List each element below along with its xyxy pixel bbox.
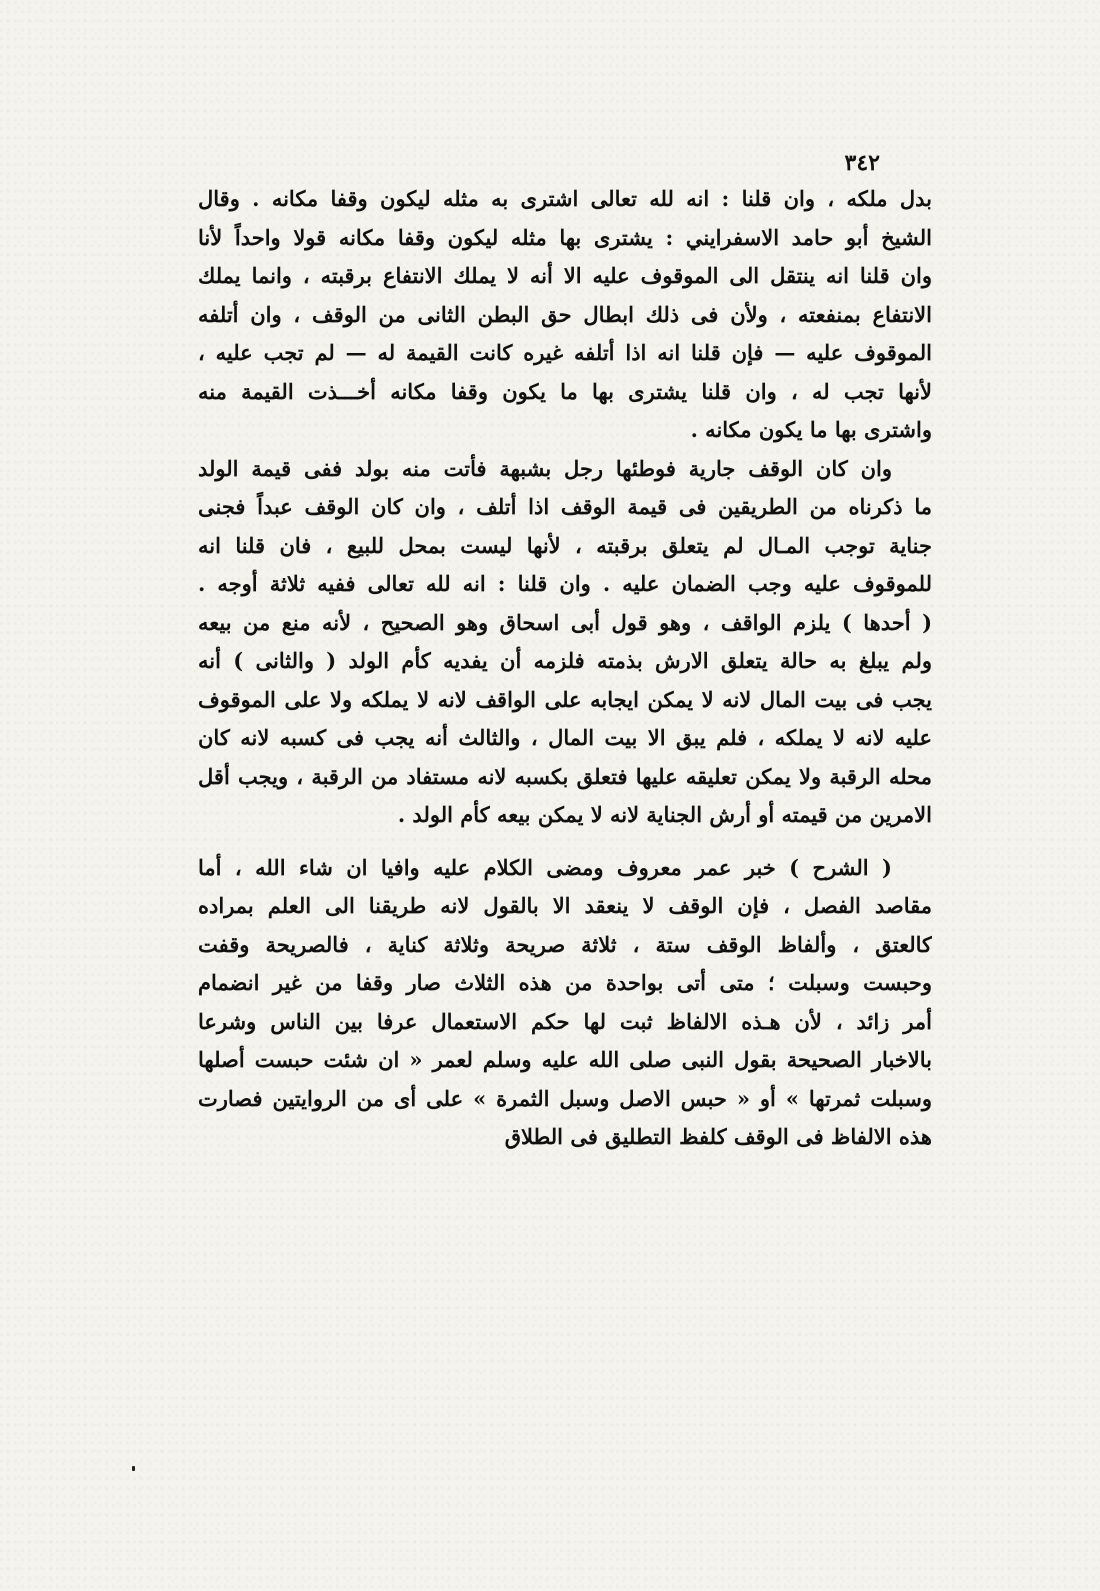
text-line: يجب فى بيت المال لانه لا يمكن ايجابه على الواقف لانه لا يملكه ولا على الموقوف [198,686,932,712]
text-line: أمر زائد ، لأن هـذه الالفاظ ثبت لها حكم الاستعمال عرفا بين الناس وشرعا [198,1008,932,1034]
text-line: هذه الالفاظ فى الوقف كلفظ التطليق فى الطلاق [504,1124,932,1149]
text-line: محله الرقبة ولا يمكن تعليقه عليها فتعلق بكسبه لانه مستفاد من الرقبة ، ويجب أقل [198,763,932,789]
text-line: الشيخ أبو حامد الاسفرايني : يشترى بها مثله ليكون وقفا مكانه قولا واحداً لأنا [198,224,932,250]
text-line: عليه لانه لا يملكه ، فلم يبق الا بيت المال ، والثالث أنه يجب فى كسبه لانه كان [198,725,932,750]
paragraph-waqf-replacement [198,180,932,450]
text-line: واشترى بها ما يكون مكانه . [690,417,932,442]
text-line: ( أحدها ) يلزم الواقف ، وهو قول أبى اسحاق وهو الصحيح ، لأنه منع من بيعه [198,609,932,635]
text-line: الموقوف عليه — فإن قلنا انه اذا أتلفه غيره كانت القيمة له — لم تجب عليه ، [198,340,932,365]
page-number: ٣٤٢ [844,150,880,176]
text-line: وحبست وسبلت ؛ متى أتى بواحدة من هذه الثلاث صار وقفا من غير انضمام [198,970,932,995]
text-line: مقاصد الفصل ، فإن الوقف لا ينعقد الا بالقول لانه طريقنا الى العلم بمراده [198,893,932,918]
text-line: كالعتق ، وألفاظ الوقف ستة ، ثلاثة صريحة وثلاثة كناية ، فالصريحة وقفت [198,931,932,957]
text-line: الامرين من قيمته أو أرش الجناية لانه لا يمكن بيعه كأم الولد . [397,802,932,827]
scan-speck [132,1466,135,1471]
text-line: ما ذكرناه من الطريقين فى قيمة الوقف اذا أتلف ، وان كان الوقف عبداً فجنى [198,494,932,519]
text-line: جناية توجب المـال لم يتعلق برقبته ، لأنها ليست بمحل للبيع ، فان قلنا انه [198,532,932,558]
text-line: ولم يبلغ به حالة يتعلق الارش بذمته فلزمه أن يفديه كأم الولد ( والثانى ) أنه [198,648,932,673]
text-line: وسبلت ثمرتها » أو « حبس الاصل وسبل الثمرة » على أى من الروايتين فصارت [198,1085,932,1111]
body-text [198,180,932,1157]
text-line: الانتفاع بمنفعته ، ولأن فى ذلك ابطال حق البطن الثانى من الوقف ، وان أتلفه [198,301,932,327]
text-line: بدل ملكه ، وان قلنا : انه لله تعالى اشترى به مثله ليكون وقفا مكانه . وقال [198,186,932,211]
text-line: بالاخبار الصحيحة بقول النبى صلى الله عليه وسلم لعمر « ان شئت حبست أصلها [198,1047,932,1072]
paragraph-sharh [198,849,932,1157]
text-line: ( الشرح ) خبر عمر معروف ومضى الكلام عليه وافيا ان شاء الله ، أما [198,854,892,880]
text-line: وان قلنا انه ينتقل الى الموقوف عليه الا أنه لا يملك الانتفاع برقبته ، وانما يملك [198,263,932,288]
text-line: للموقوف عليه وجب الضمان عليه . وان قلنا : انه لله تعالى ففيه ثلاثة أوجه . [198,571,932,596]
text-line: وان كان الوقف جارية فوطئها رجل بشبهة فأتت منه بولد ففى قيمة الولد [198,455,892,481]
paragraph-waqf-jariya [198,450,932,835]
text-line: لأنها تجب له ، وان قلنا يشترى بها ما يكون وقفا مكانه أخـــذت القيمة منه [198,378,932,404]
